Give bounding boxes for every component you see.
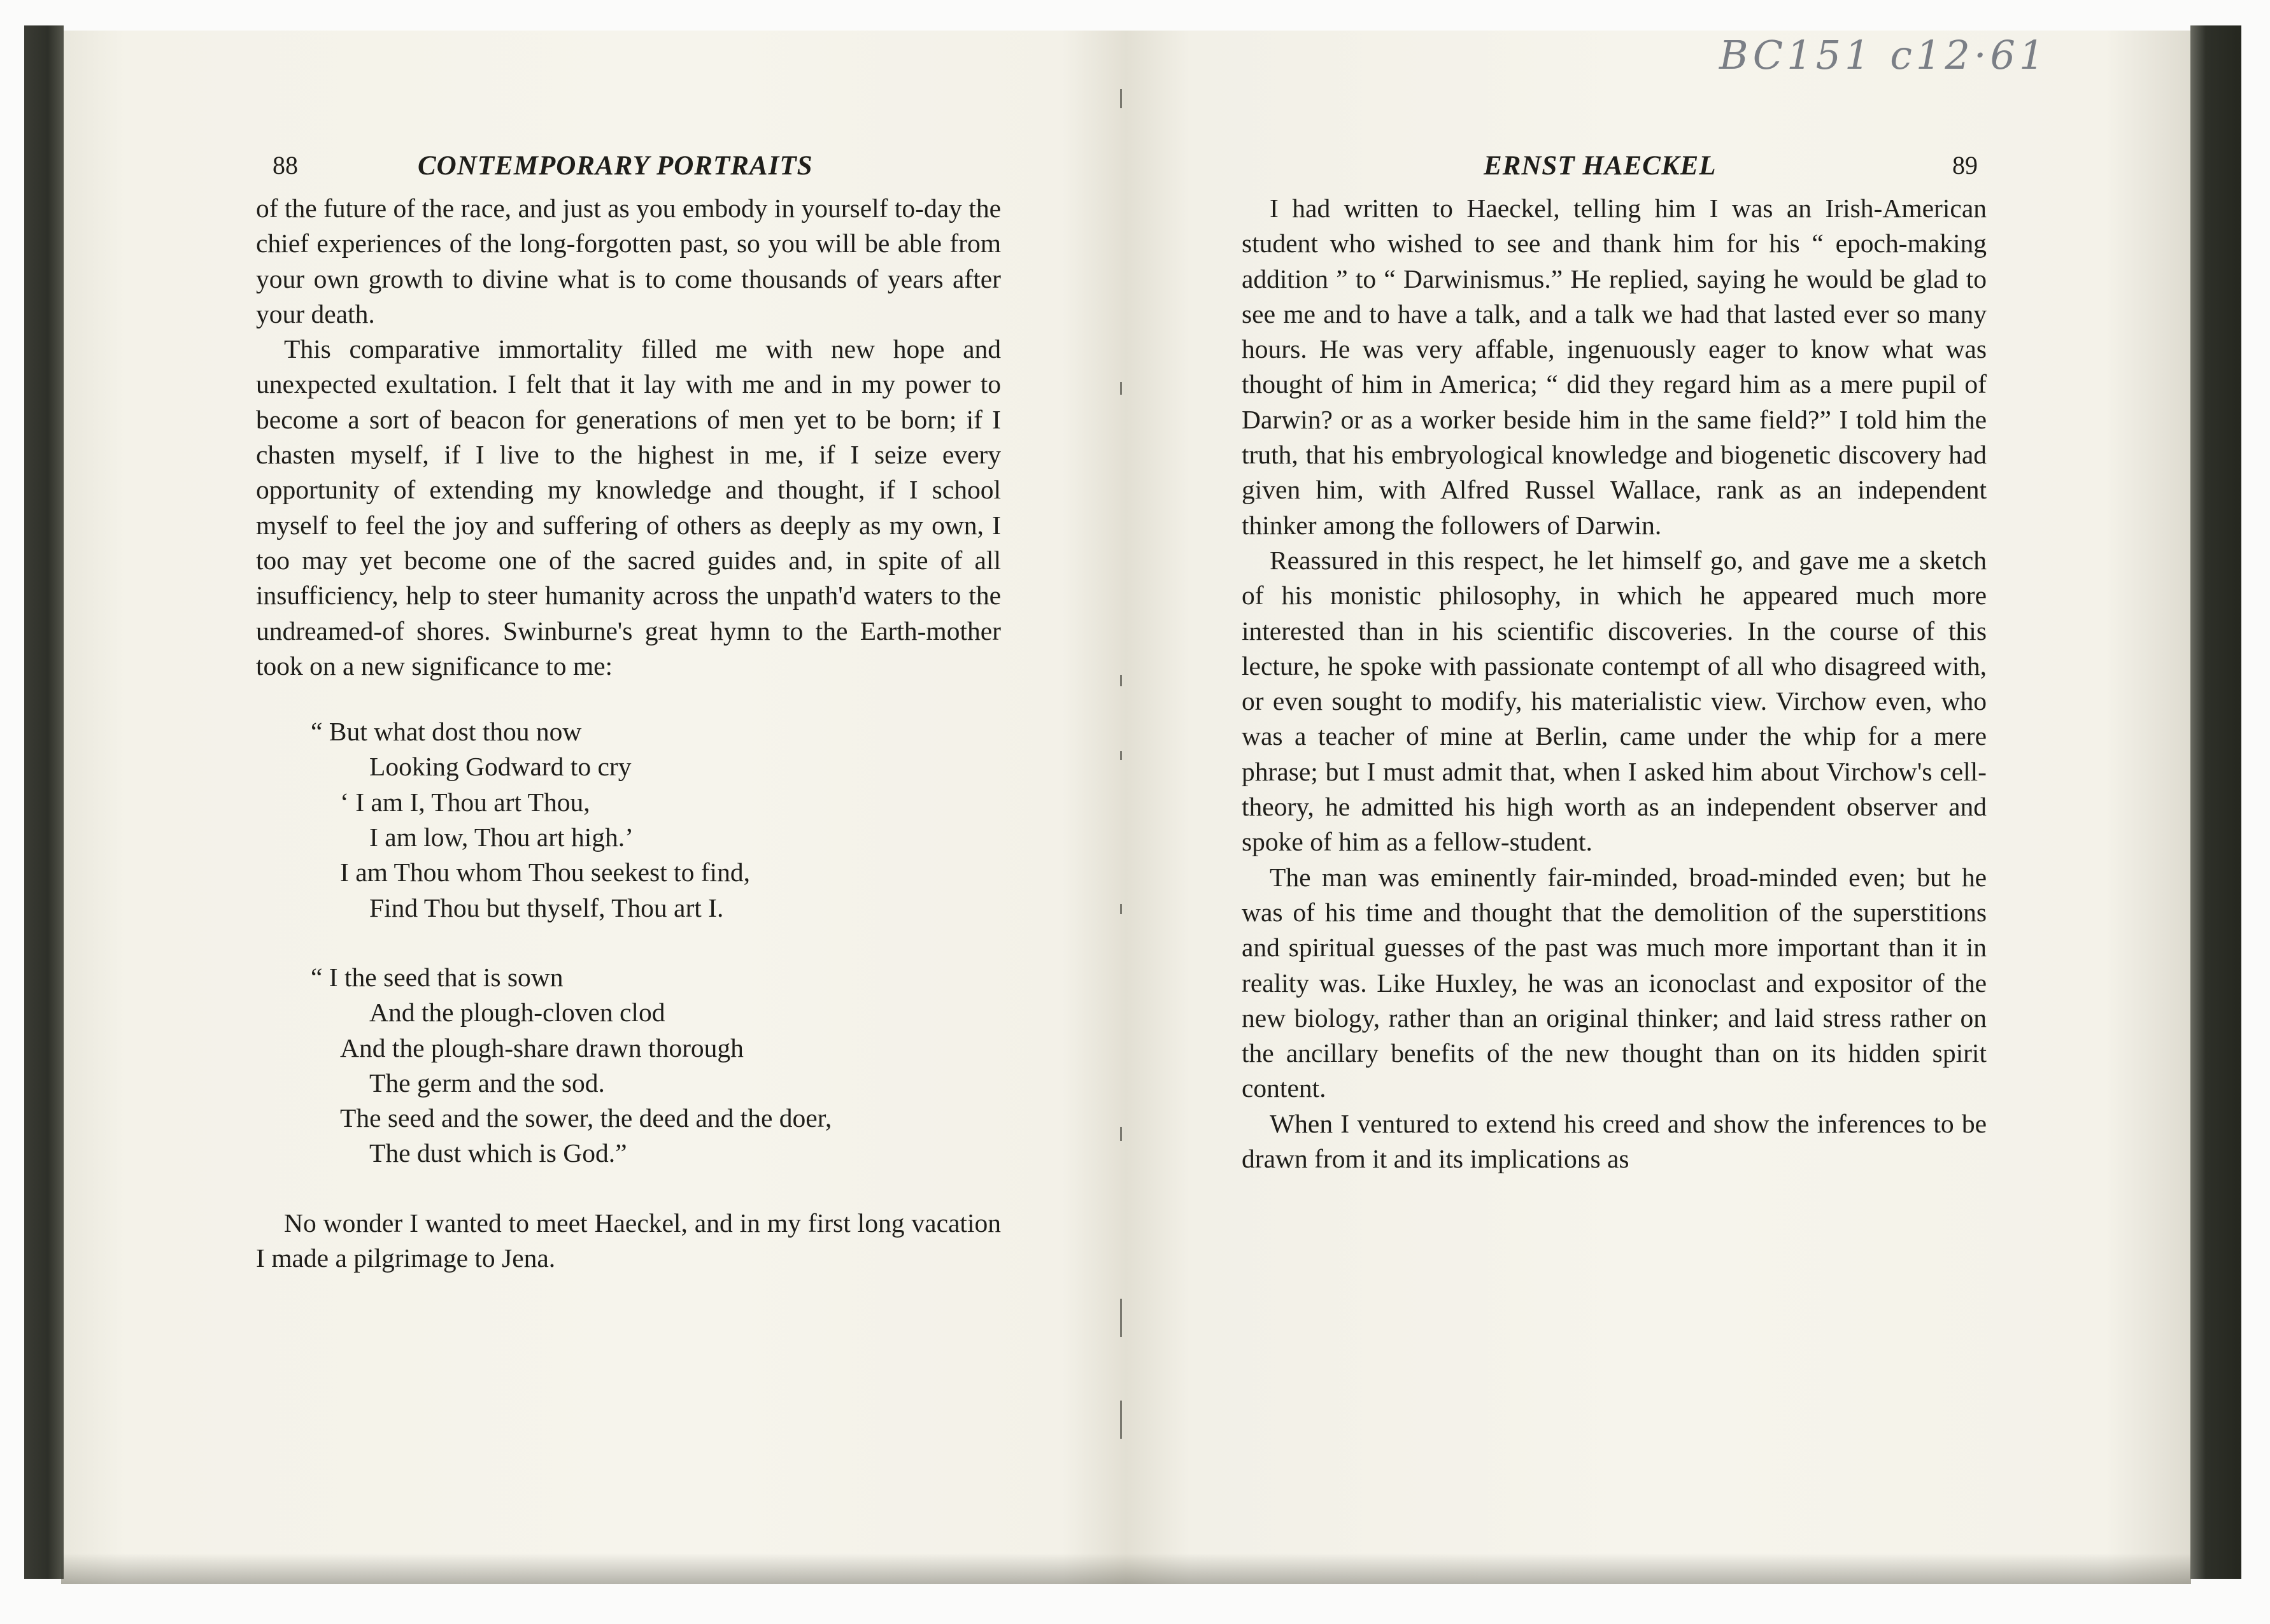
poem-line: The seed and the sower, the deed and the doer,	[340, 1103, 832, 1133]
page-number-right: 89	[1952, 151, 1978, 180]
poem-line: The dust which is God.”	[369, 1138, 627, 1168]
poem-stanza-2	[311, 960, 1001, 1171]
poem-stanza-1	[311, 714, 1001, 926]
poem-line: The germ and the sod.	[369, 1068, 605, 1098]
poem-line: I am low, Thou art high.’	[369, 823, 634, 852]
left-page	[256, 146, 1001, 1276]
paragraph: When I ventured to extend his creed and show the inferences to be drawn from it and its implications as	[1242, 1108, 1987, 1174]
poem-line: And the plough-cloven clod	[369, 998, 665, 1027]
bottom-shadow	[61, 1553, 2191, 1584]
poem-line: ‘ I am I, Thou art Thou,	[340, 787, 590, 817]
book-gutter	[1118, 89, 1124, 1490]
paragraph: This comparative immortality filled me with new hope and unexpected exultation. I felt that it lay with me and in my power to become a sort of beacon for generations of men yet to be born; if I chasten myself, if I live to the highest in me, if I seize every opportunity of extending my knowledge and thought, if I school myself to feel the joy and suffering of others as deeply as my own, I too may yet become one of the sacred guides and, in spite of all insufficiency, help to steer humanity across the unpath'd waters to the undreamed-of shores. Swinburne's great hymn to the Earth-mother took on a new significance to me:	[256, 334, 1001, 681]
poem-line: And the plough-share drawn thorough	[340, 1033, 744, 1063]
left-page-edge	[24, 25, 64, 1579]
paragraph: Reassured in this respect, he let himself go, and gave me a sketch of his monistic philosophy, in which he appeared much more interested than in his scientific discoveries. In the course of this lecture, he spoke with passionate contempt of all who disagreed with, or even sought to modify, his materialistic view. Virchow even, who was a teacher of mine at Berlin, came under the whip for a mere phrase; but I must admit that, when I asked him about Virchow's cell-theory, he admitted his high worth as an independent observer and spoke of him as a fellow-student.	[1242, 545, 1987, 857]
page-number-left: 88	[273, 151, 298, 180]
paragraph: The man was eminently fair-minded, broad-minded even; but he was of his time and thought that the demolition of the superstitions and spiritual guesses of the past was much more important than it in reality was. Like Huxley, he was an iconoclast and expositor of the new biology, rather than an original thinker; and laid stress rather on the ancillary benefits of the new thought than on its hidden spirit content.	[1242, 862, 1987, 1103]
poem-line: Looking Godward to cry	[369, 752, 632, 782]
poem-line: Find Thou but thyself, Thou art I.	[369, 893, 724, 922]
running-head-title-right: ERNST HAECKEL	[1484, 151, 1717, 181]
running-head-title-left: CONTEMPORARY PORTRAITS	[418, 151, 813, 181]
left-page-body	[256, 191, 1001, 684]
right-page	[1242, 146, 1987, 1176]
right-page-body	[1242, 191, 1987, 1176]
right-page-edge	[2190, 25, 2241, 1579]
paragraph: No wonder I wanted to meet Haeckel, and in my first long vacation I made a pilgrimage to Jena.	[256, 1208, 1001, 1273]
handwritten-shelf-mark: BC151 c12·61	[1719, 32, 2048, 78]
paragraph: I had written to Haeckel, telling him I was an Irish-American student who wished to see and thank him for his “ epoch-making addition ” to “ Darwinismus.” He replied, saying he would be glad to see me and to have a talk, and a talk we had that lasted ever so many hours. He was very affable, ingenuously eager to know what was thought of him in America; “ did they regard him as a mere pupil of Darwin? or as a worker beside him in the same field?” I told him the truth, that his embryological knowledge and biogenetic discovery had given him, with Alfred Russel Wallace, rank as an independent thinker among the followers of Darwin.	[1242, 194, 1987, 540]
right-running-head	[1242, 146, 1987, 191]
paragraph-continued: of the future of the race, and just as you embody in yourself to-day the chief experiences of the long-forgotten past, so you will be able from your own growth to divine what is to come thousands of years after your death.	[256, 194, 1001, 328]
poem-quotation	[311, 714, 1001, 1171]
poem-line: “ I the seed that is sown	[311, 962, 564, 992]
poem-line: I am Thou whom Thou seekest to find,	[340, 858, 750, 887]
left-page-closing	[256, 1206, 1001, 1276]
poem-line: “ But what dost thou now	[311, 717, 582, 747]
left-running-head	[256, 146, 1001, 191]
